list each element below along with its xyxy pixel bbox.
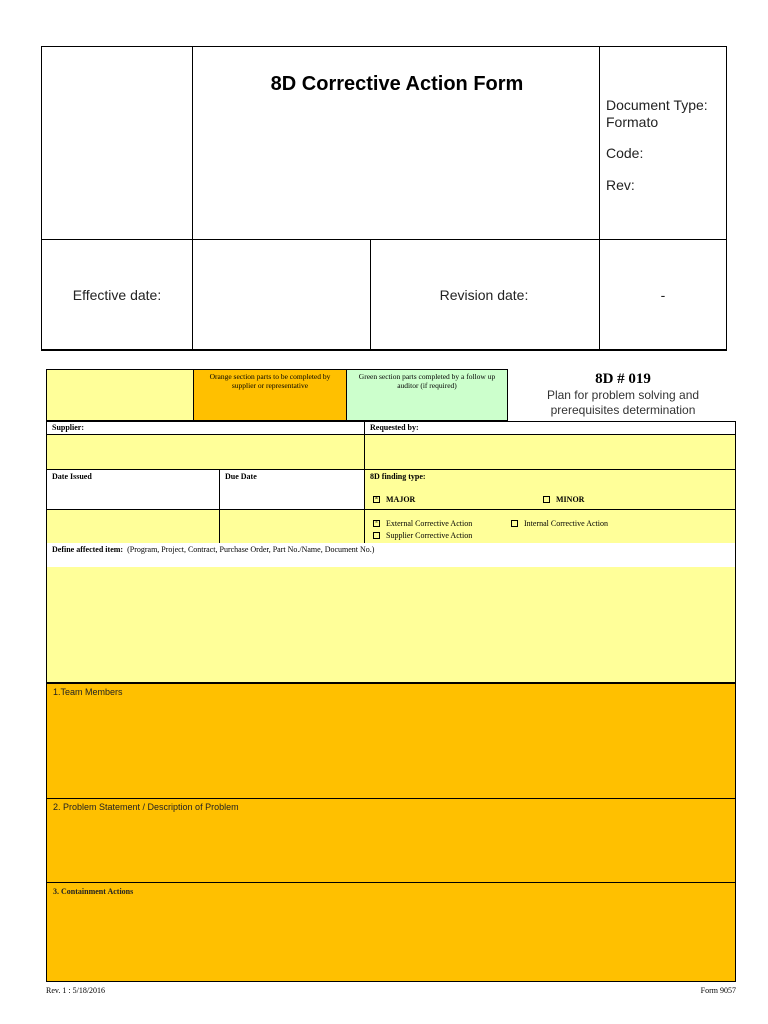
date-issued-label-cell: [46, 469, 220, 510]
affected-items-text: [52, 545, 374, 554]
affected-items-hint: (Program, Project, Contract, Purchase Order, Part No./Name, Document No.): [127, 545, 375, 554]
affected-items-field[interactable]: [46, 567, 736, 684]
form-subtitle: Plan for problem solving and prerequisites determination: [546, 388, 700, 417]
date-issued-label: Date Issued: [52, 472, 92, 481]
major-checkbox[interactable]: ×: [374, 495, 379, 502]
requested-by-field[interactable]: [364, 434, 736, 470]
page-title: 8D Corrective Action Form: [270, 73, 524, 95]
minor-label: MINOR: [556, 495, 585, 504]
divider: [192, 47, 193, 350]
action-type-cell: [364, 509, 736, 544]
supplier-label: Supplier:: [52, 423, 85, 432]
due-date-label-cell: [219, 469, 365, 510]
legend-blank-cell[interactable]: [46, 369, 194, 421]
finding-type-cell: [364, 469, 736, 510]
green-legend-note: Green section parts completed by a follow up auditor (if required): [358, 372, 496, 390]
footer-revision: Rev. 1 : 5/18/2016: [46, 986, 106, 995]
major-option[interactable]: [373, 495, 415, 504]
revision-date-value: -: [660, 287, 666, 303]
green-legend: [346, 369, 508, 421]
revision-date-label: Revision date:: [439, 287, 529, 303]
form-header: [41, 46, 727, 351]
major-label: MAJOR: [386, 495, 416, 504]
internal-ca-checkbox[interactable]: [511, 520, 518, 527]
code-label: Code:: [606, 145, 644, 161]
team-members-label: 1.Team Members: [53, 687, 123, 697]
containment-label: 3. Containment Actions: [53, 887, 134, 896]
requested-by-label: Requested by:: [370, 423, 419, 432]
problem-statement-label: 2. Problem Statement / Description of Problem: [53, 802, 239, 812]
minor-checkbox[interactable]: [543, 496, 550, 503]
orange-legend-note: Orange section parts to be completed by supplier or representative: [209, 372, 331, 390]
date-issued-field[interactable]: [46, 509, 220, 544]
divider: [42, 239, 726, 240]
supplier-ca-checkbox[interactable]: [373, 532, 380, 539]
internal-ca-option[interactable]: [511, 519, 608, 528]
supplier-field[interactable]: [46, 434, 365, 470]
supplier-ca-option[interactable]: [373, 531, 472, 540]
internal-ca-label: Internal Corrective Action: [524, 519, 608, 528]
requested-by-label-cell: [364, 421, 736, 435]
affected-items-label: Define affected item:: [52, 545, 124, 554]
affected-items-label-cell: [46, 543, 736, 567]
minor-option[interactable]: [543, 495, 584, 504]
external-ca-label: External Corrective Action: [386, 519, 473, 528]
supplier-ca-label: Supplier Corrective Action: [386, 531, 473, 540]
document-type-value: Formato: [606, 114, 659, 130]
due-date-field[interactable]: [219, 509, 365, 544]
effective-date-label: Effective date:: [72, 287, 162, 303]
orange-legend: [193, 369, 347, 421]
rev-label: Rev:: [606, 177, 635, 193]
supplier-label-cell: [46, 421, 365, 435]
finding-type-label: 8D finding type:: [370, 472, 426, 481]
containment-section[interactable]: [46, 882, 736, 982]
team-members-section[interactable]: [46, 684, 736, 799]
form-id-block: [510, 370, 736, 422]
document-type-label: Document Type:: [606, 97, 708, 113]
external-ca-option[interactable]: [373, 519, 472, 528]
form-number: 8D # 019: [595, 371, 651, 387]
external-ca-checkbox[interactable]: ×: [374, 519, 379, 526]
footer-form-code: Form 9057: [700, 986, 736, 995]
problem-statement-section[interactable]: [46, 798, 736, 883]
document-type: [606, 97, 708, 131]
due-date-label: Due Date: [225, 472, 257, 481]
